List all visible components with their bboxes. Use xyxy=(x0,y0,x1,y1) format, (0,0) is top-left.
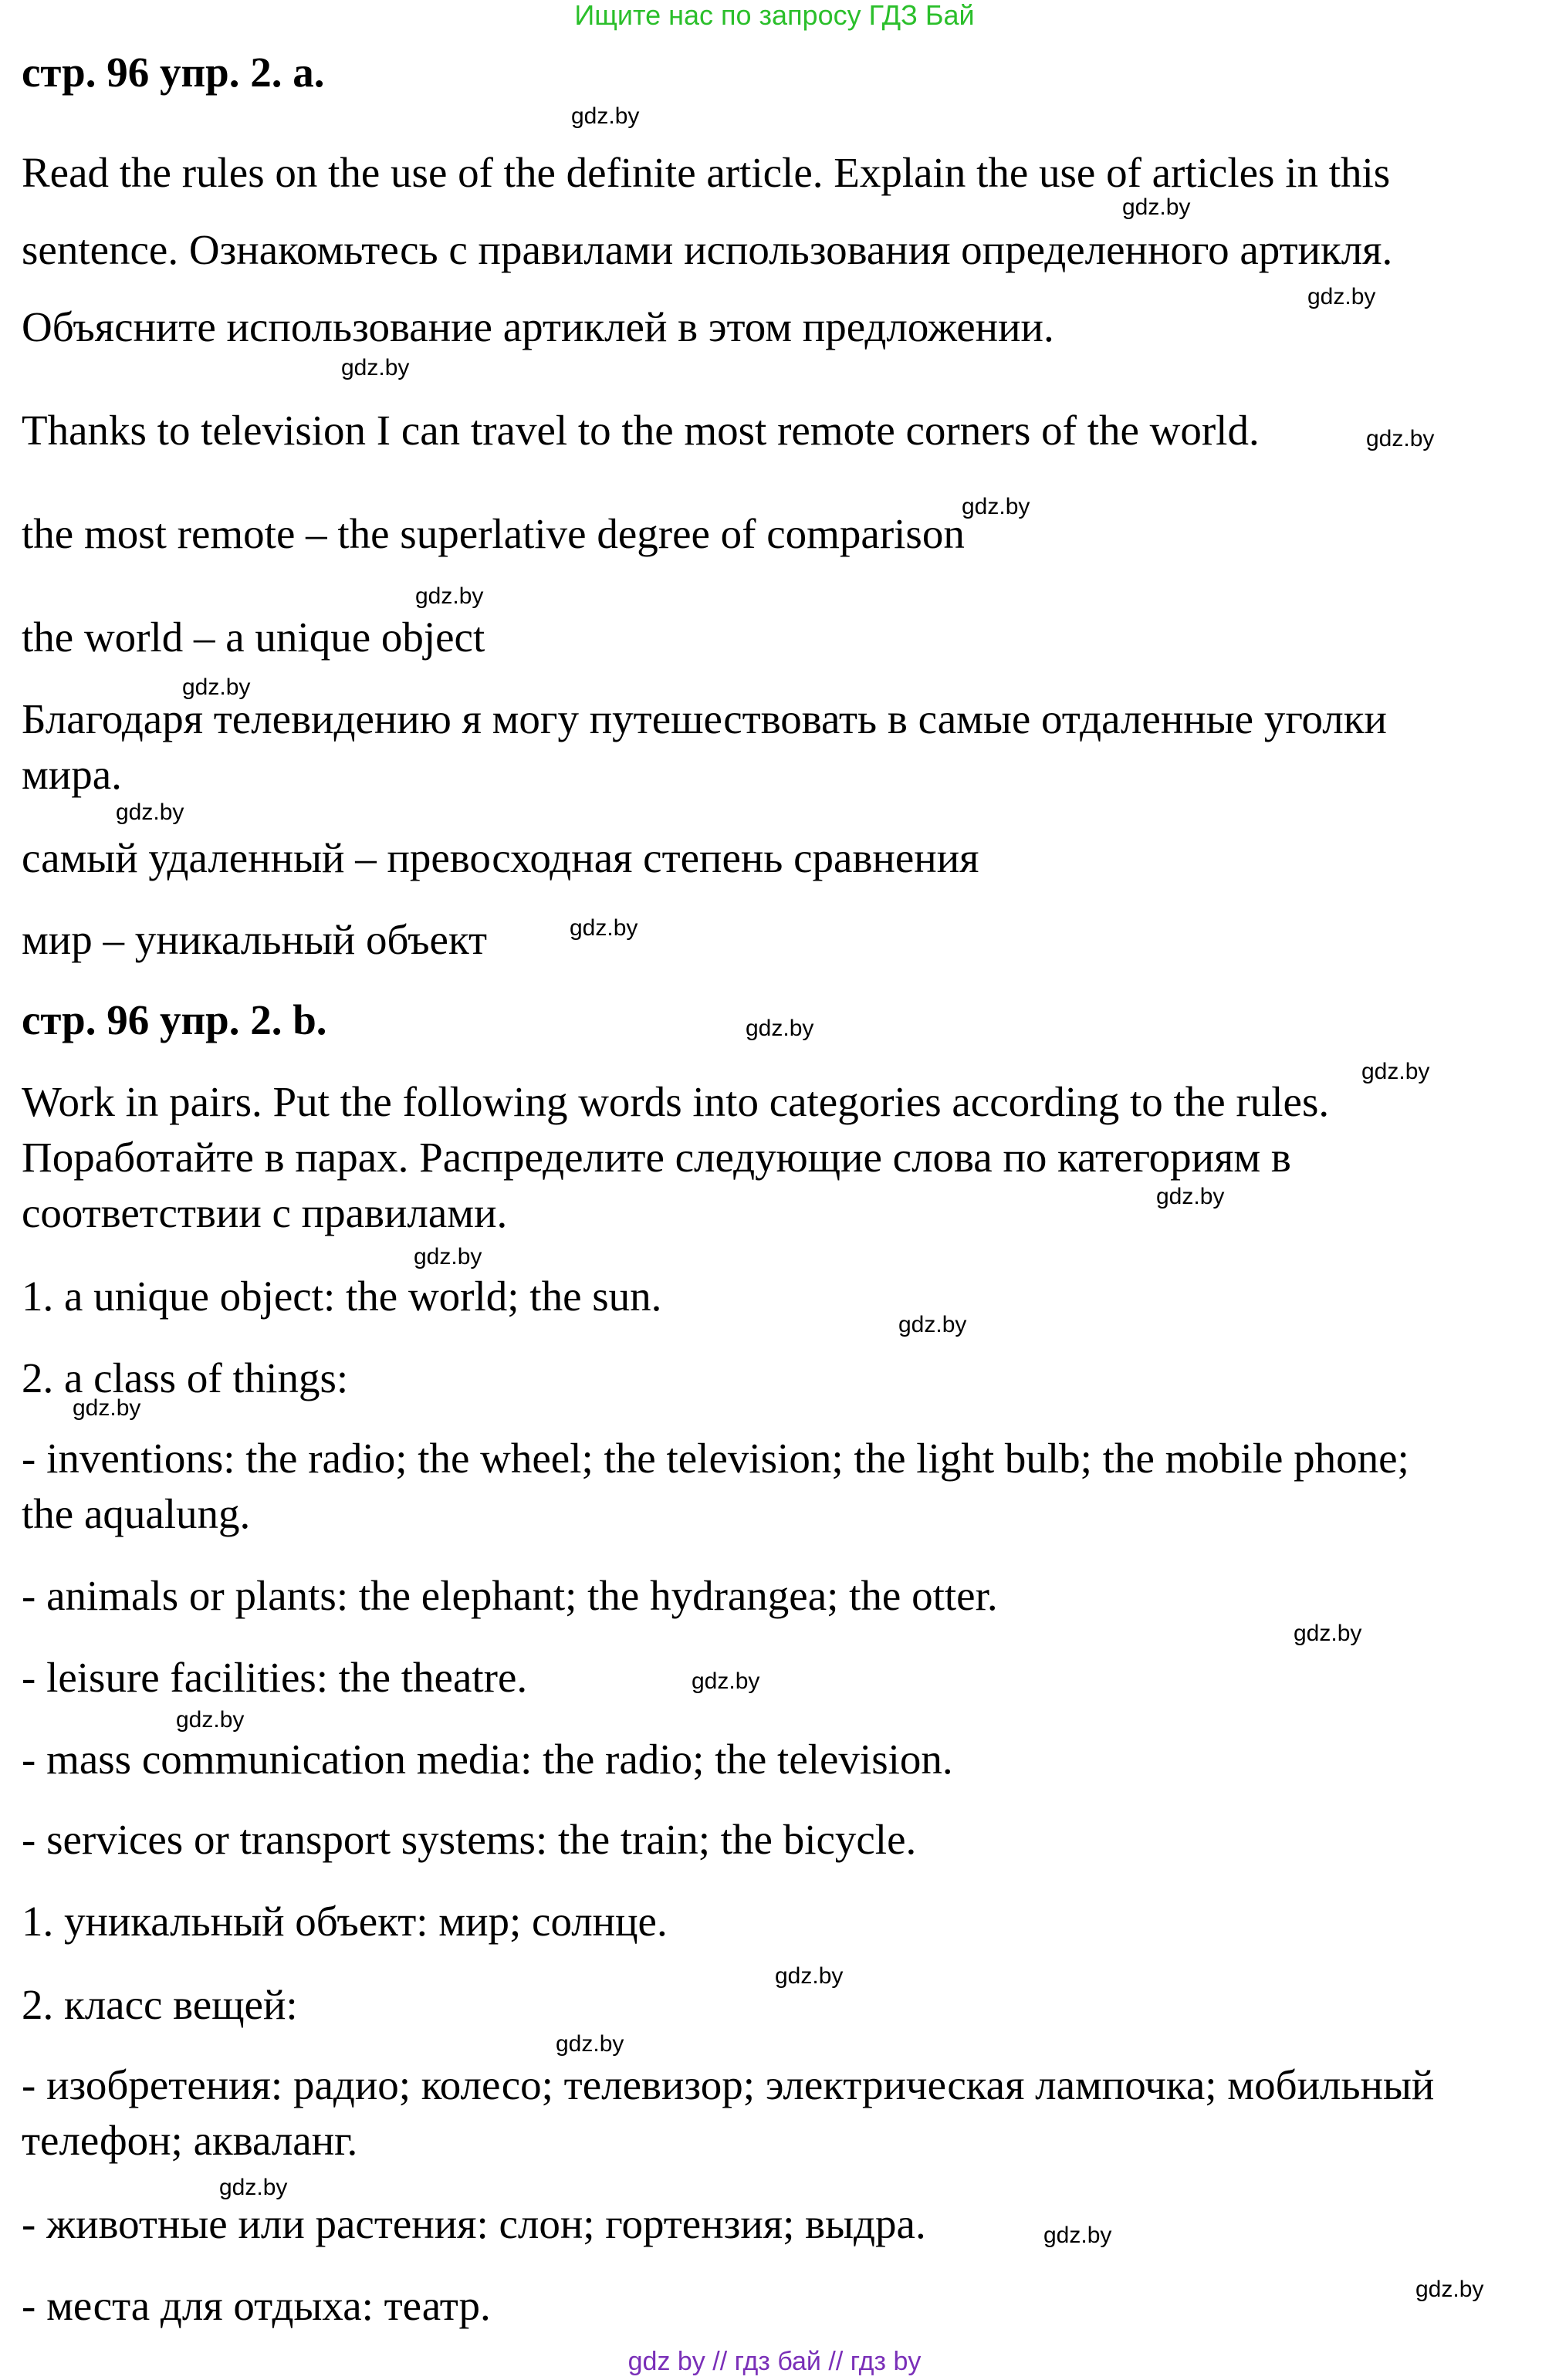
watermark: gdz.by xyxy=(1415,2277,1484,2302)
watermark: gdz.by xyxy=(1361,1059,1430,1084)
watermark: gdz.by xyxy=(1307,284,1376,309)
watermark: gdz.by xyxy=(1156,1184,1225,1209)
text-line: the aqualung. xyxy=(22,1490,251,1537)
watermark: gdz.by xyxy=(415,583,484,609)
section-b-heading: стр. 96 упр. 2. b. xyxy=(22,996,327,1043)
text-line: 1. уникальный объект: мир; солнце. xyxy=(22,1898,668,1945)
text-line: телефон; акваланг. xyxy=(22,2117,358,2164)
text-line: самый удаленный – превосходная степень сравнения xyxy=(22,834,979,881)
text-line: мир – уникальный объект xyxy=(22,916,487,963)
text-line: - места для отдыха: театр. xyxy=(22,2282,491,2329)
text-line: Объясните использование артиклей в этом предложении. xyxy=(22,303,1054,350)
text-line: Благодаря телевидению я могу путешествовать в самые отдаленные уголки xyxy=(22,695,1387,742)
top-banner: Ищите нас по запросу ГДЗ Бай xyxy=(574,0,975,31)
text-line: Work in pairs. Put the following words into categories according to the rules. xyxy=(22,1078,1330,1125)
footer-links: gdz by // гдз бай // гдз by xyxy=(627,2347,922,2376)
text-line: - services or transport systems: the train; the bicycle. xyxy=(22,1816,917,1863)
watermark: gdz.by xyxy=(898,1312,967,1337)
text-line: - leisure facilities: the theatre. xyxy=(22,1654,528,1701)
watermark: gdz.by xyxy=(73,1395,141,1421)
watermark: gdz.by xyxy=(116,800,184,825)
text-line: sentence. Ознакомьтесь с правилами использования определенного артикля. xyxy=(22,226,1393,273)
text-line: 1. a unique object: the world; the sun. xyxy=(22,1273,662,1320)
text-line: Поработайте в парах. Распределите следующие слова по категориям в xyxy=(22,1134,1291,1181)
text-line: - mass communication media: the radio; the television. xyxy=(22,1736,953,1783)
watermark: gdz.by xyxy=(556,2031,624,2057)
watermark: gdz.by xyxy=(962,494,1030,519)
text-line: - изобретения: радио; колесо; телевизор; электрическая лампочка; мобильный xyxy=(22,2061,1435,2108)
watermark: gdz.by xyxy=(746,1016,814,1041)
text-line: соответствии с правилами. xyxy=(22,1189,508,1236)
section-a-heading: стр. 96 упр. 2. a. xyxy=(22,49,325,96)
text-line: 2. класс вещей: xyxy=(22,1981,298,2028)
text-line: - животные или растения: слон; гортензия; выдра. xyxy=(22,2200,926,2247)
text-line: - animals or plants: the elephant; the hydrangea; the otter. xyxy=(22,1572,998,1619)
watermark: gdz.by xyxy=(775,1963,844,1989)
watermark: gdz.by xyxy=(219,2175,288,2200)
watermark: gdz.by xyxy=(692,1668,760,1694)
watermark: gdz.by xyxy=(571,103,640,129)
text-line: Read the rules on the use of the definite article. Explain the use of articles in this xyxy=(22,149,1391,196)
text-line: 2. a class of things: xyxy=(22,1354,349,1401)
watermark: gdz.by xyxy=(182,674,251,700)
watermark: gdz.by xyxy=(1043,2223,1112,2248)
watermark: gdz.by xyxy=(1294,1621,1362,1646)
text-line: - inventions: the radio; the wheel; the television; the light bulb; the mobile phone; xyxy=(22,1435,1409,1482)
watermark: gdz.by xyxy=(176,1707,245,1733)
watermark: gdz.by xyxy=(570,915,638,941)
watermark: gdz.by xyxy=(1122,194,1191,220)
watermark: gdz.by xyxy=(414,1244,482,1269)
watermark: gdz.by xyxy=(1366,426,1435,451)
text-line: the world – a unique object xyxy=(22,614,485,661)
watermark: gdz.by xyxy=(341,355,410,380)
text-line: Thanks to television I can travel to the most remote corners of the world. xyxy=(22,407,1260,454)
text-line: the most remote – the superlative degree of comparison xyxy=(22,510,965,557)
text-line: мира. xyxy=(22,751,122,798)
